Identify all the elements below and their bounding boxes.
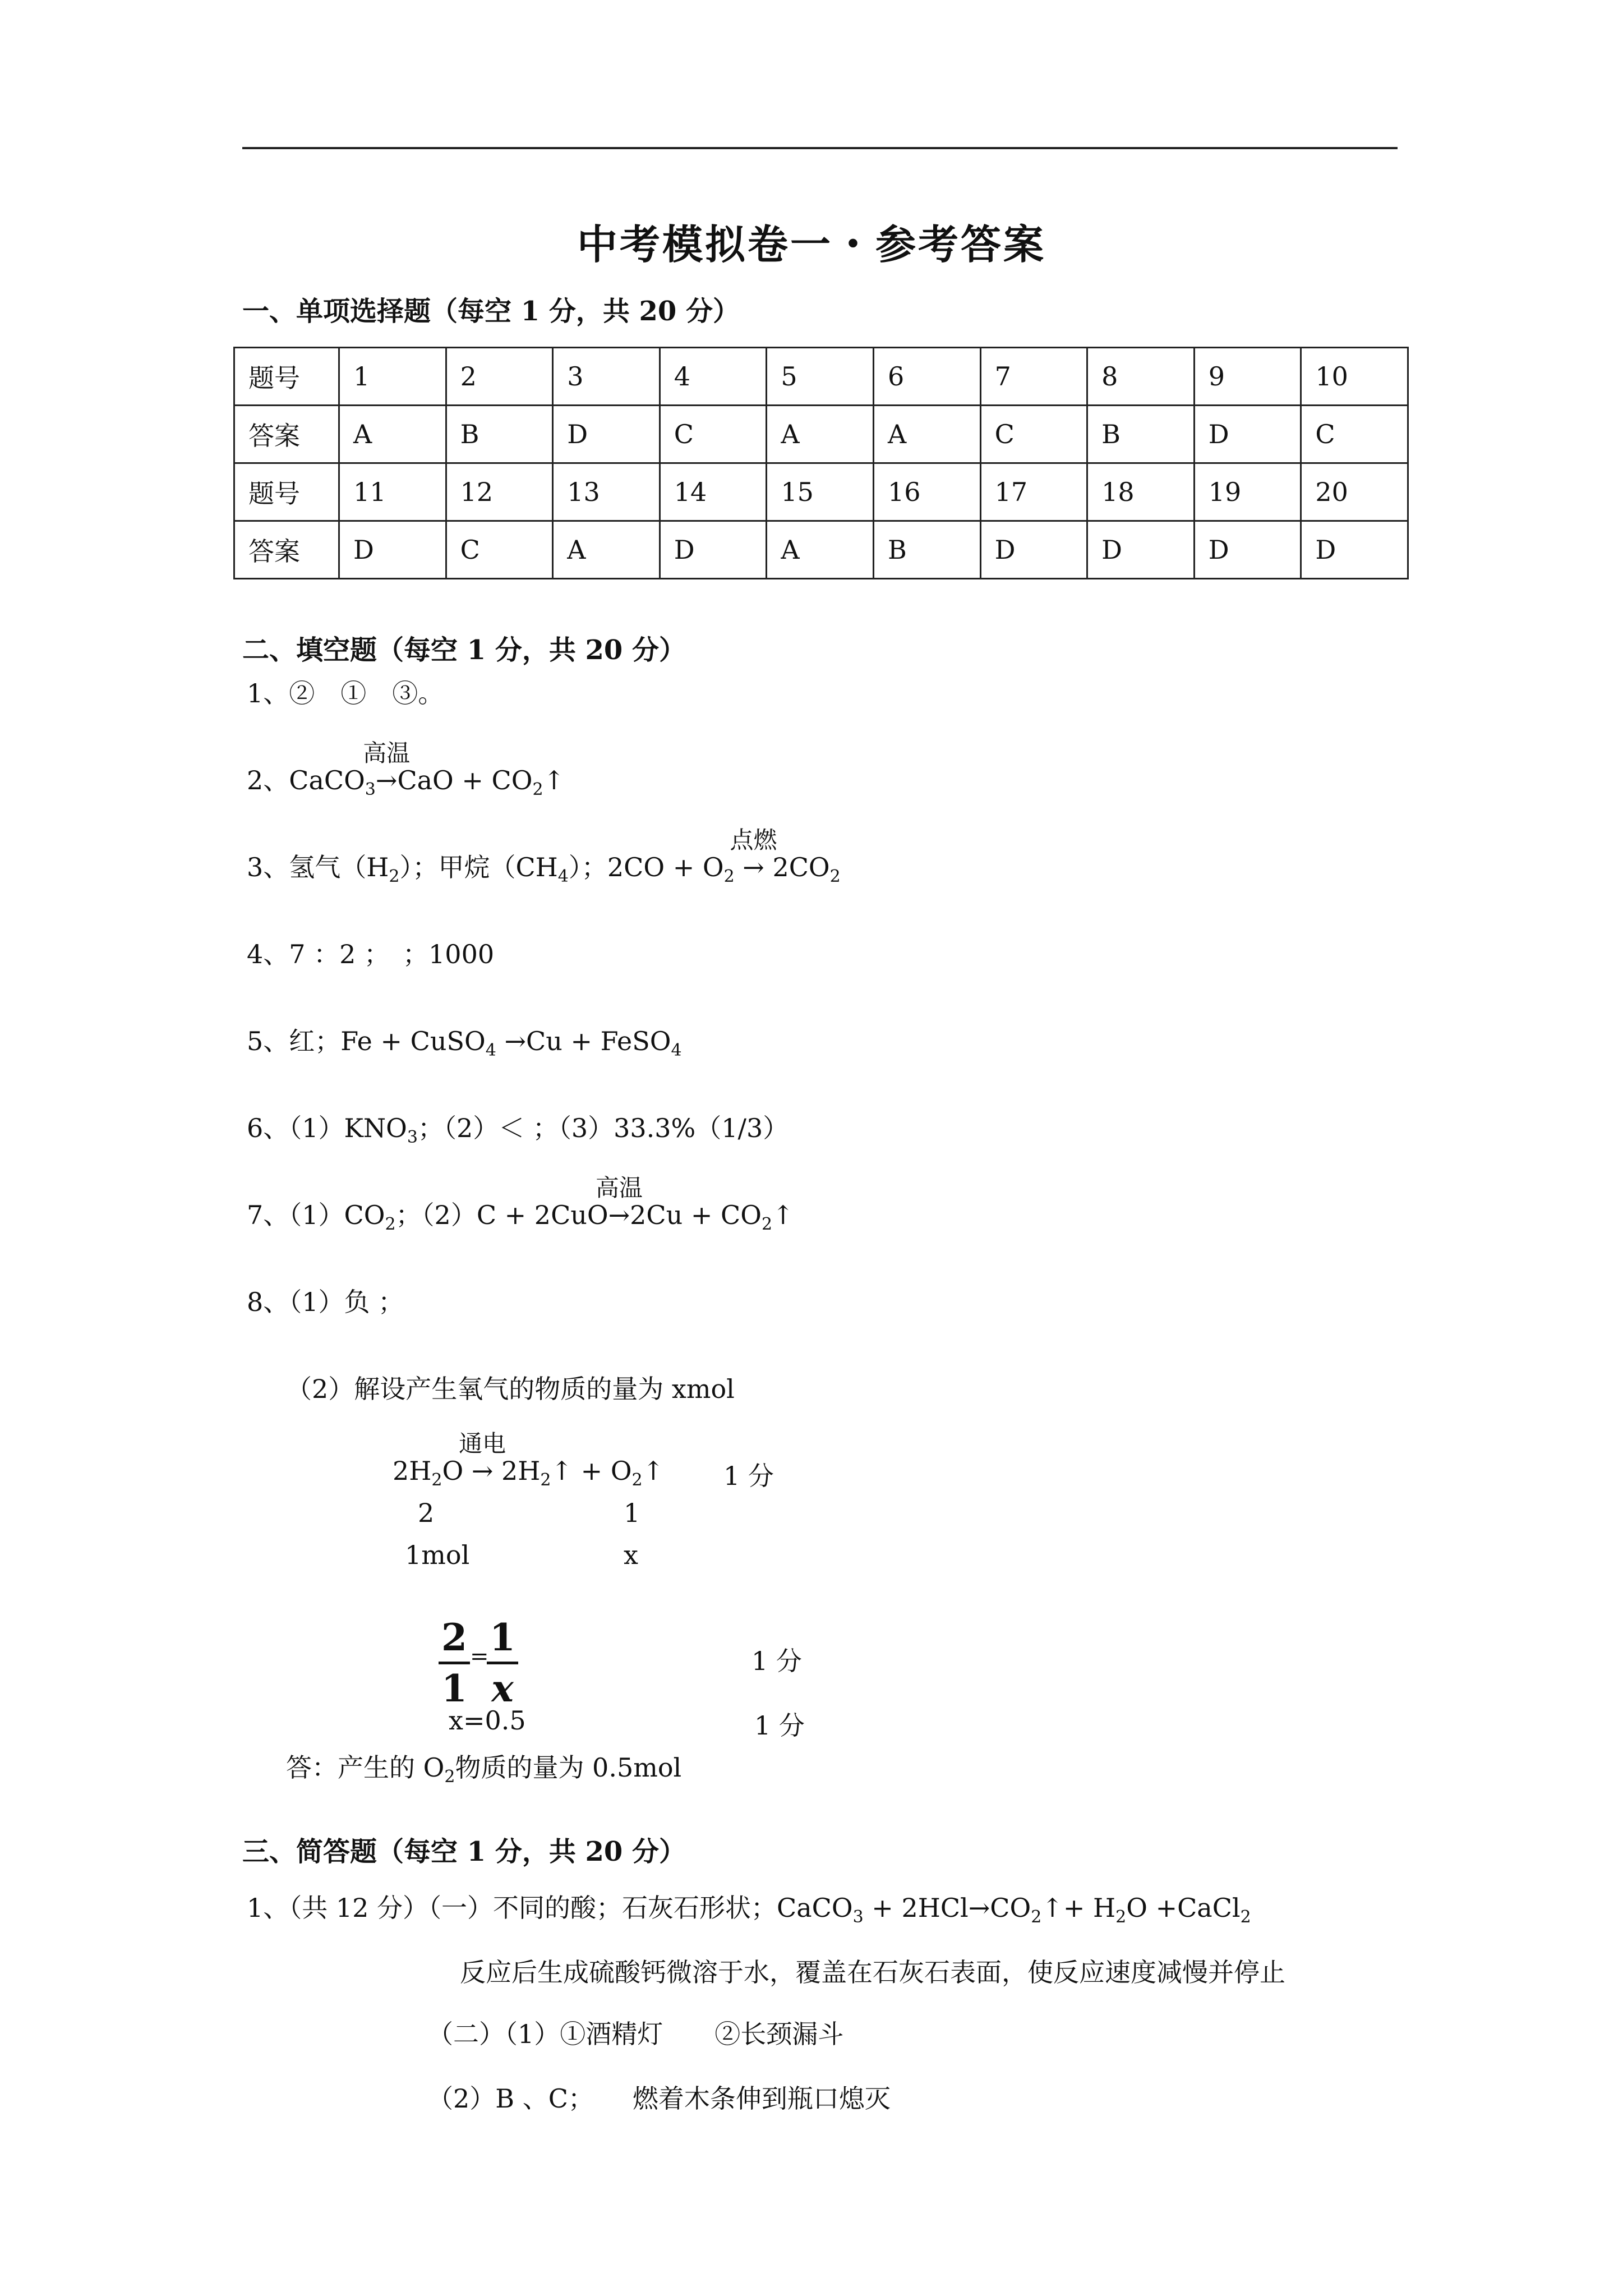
- score-label: 1 分: [723, 1461, 774, 1491]
- section-1-heading: 一、单项选择题（每空 1 分，共 20 分）: [242, 296, 740, 327]
- table-cell: 9: [1194, 348, 1301, 406]
- table-cell: C: [660, 406, 767, 463]
- reaction-condition: 点燃: [730, 826, 777, 854]
- table-cell: D: [1194, 521, 1301, 579]
- table-cell: 11: [339, 463, 446, 521]
- table-cell: D: [1087, 521, 1195, 579]
- row-label: 题号: [234, 463, 339, 521]
- fill-q6: 6、$(1)KNO_3$；（2）＜ ；（3）33.3%（1/3）: [247, 1113, 789, 1147]
- fill-q8-part1: 8、（1）负 ；: [247, 1287, 404, 1317]
- table-cell: A: [767, 406, 874, 463]
- reaction-condition: 高温: [595, 1174, 643, 1202]
- answer-table: [233, 347, 1409, 579]
- fill-q8-part2: （2）解设产生氧气的物质的量为 xmol: [286, 1374, 735, 1404]
- table-cell: D: [1301, 521, 1408, 579]
- table-cell: A: [873, 406, 980, 463]
- final-answer: 答：产生的 $O_2$物质的量为 0.5mol: [286, 1752, 682, 1787]
- table-cell: D: [660, 521, 767, 579]
- score-label: 1 分: [754, 1710, 805, 1741]
- table-cell: 4: [660, 348, 767, 406]
- fill-q3: 3、氢气$(H_2)$；甲烷$(CH_4)$；$2CO + O_2$ 点燃 → $2CO_2$: [247, 847, 841, 886]
- table-cell: 10: [1301, 348, 1408, 406]
- table-cell: A: [553, 521, 660, 579]
- table-cell: A: [339, 406, 446, 463]
- table-cell: 3: [553, 348, 660, 406]
- fill-q2: 2、CaCO$_3$ 高温 $\to CaO + CO_2↑$: [247, 760, 565, 799]
- table-cell: B: [446, 406, 553, 463]
- table-cell: A: [767, 521, 874, 579]
- table-cell: C: [1301, 406, 1408, 463]
- table-cell: 13: [553, 463, 660, 521]
- table-cell: C: [980, 406, 1087, 463]
- table-cell: 6: [873, 348, 980, 406]
- fraction-left: 2 1: [439, 1616, 470, 1710]
- score-label: 1 分: [751, 1646, 802, 1676]
- table-cell: D: [553, 406, 660, 463]
- short-answer-q1-explanation: 反应后生成硫酸钙微溶于水，覆盖在石灰石表面，使反应速度减慢并停止: [460, 1957, 1285, 1987]
- table-cell: B: [1087, 406, 1195, 463]
- table-cell: 14: [660, 463, 767, 521]
- electrolysis-equation: $2H_2O$ 通电 → $2H_2↑$ + $O_2↑$: [393, 1456, 664, 1490]
- table-cell: 7: [980, 348, 1087, 406]
- table-cell: 16: [873, 463, 980, 521]
- table-cell: 19: [1194, 463, 1301, 521]
- table-cell: 12: [446, 463, 553, 521]
- answer-table-row: [234, 348, 1408, 406]
- answer-table-row: [234, 463, 1408, 521]
- table-cell: D: [980, 521, 1087, 579]
- table-cell: 20: [1301, 463, 1408, 521]
- short-answer-q1: 1、（共 12 分）（一）不同的酸；石灰石形状；CaCO$_3$ + $2HCl\to CO_2↑+ H_2O$ +CaCl$_2$: [247, 1893, 1251, 1927]
- page-title: 中考模拟卷一・参考答案: [577, 220, 1046, 268]
- table-cell: 17: [980, 463, 1087, 521]
- table-cell: B: [873, 521, 980, 579]
- table-cell: 1: [339, 348, 446, 406]
- table-cell: D: [339, 521, 446, 579]
- answer-table-row: [234, 406, 1408, 463]
- fraction-right: 1 x: [487, 1616, 518, 1710]
- row-label: 答案: [234, 406, 339, 463]
- reaction-condition: 高温: [363, 739, 411, 767]
- table-cell: C: [446, 521, 553, 579]
- short-answer-q1-part2-1: （二）（1）①酒精灯 ②长颈漏斗: [427, 2019, 844, 2049]
- fill-q4: 4、7 ：2 ； ；1000: [247, 939, 495, 969]
- mol-left: 1mol: [405, 1540, 470, 1570]
- coefficient-right: 1: [624, 1498, 640, 1528]
- short-answer-q1-part2-2: （2）B 、C； 燃着木条伸到瓶口熄灭: [427, 2083, 891, 2114]
- row-label: 答案: [234, 521, 339, 579]
- section-2-heading: 二、填空题（每空 1 分，共 20 分）: [242, 634, 686, 666]
- fill-q1: 1、② ① ③。: [247, 678, 444, 708]
- table-cell: 18: [1087, 463, 1195, 521]
- top-rule: [242, 147, 1398, 149]
- equals-sign: =: [470, 1644, 489, 1669]
- result-value: x=0.5: [449, 1705, 526, 1736]
- answer-table-row: [234, 521, 1408, 579]
- reaction-condition: 通电: [459, 1430, 506, 1457]
- table-cell: 5: [767, 348, 874, 406]
- table-cell: 8: [1087, 348, 1195, 406]
- fill-q7: 7、$(1)CO_2$；（2）C + 2CuO 高温 $\to 2Cu + CO_2↑$: [247, 1195, 794, 1234]
- fill-q5: 5、红；Fe + CuSO$_4$ →Cu + FeSO$_4$: [247, 1026, 682, 1060]
- section-3-heading: 三、简答题（每空 1 分，共 20 分）: [242, 1836, 686, 1867]
- table-cell: D: [1194, 406, 1301, 463]
- mol-right: x: [624, 1540, 638, 1570]
- row-label: 题号: [234, 348, 339, 406]
- table-cell: 15: [767, 463, 874, 521]
- table-cell: 2: [446, 348, 553, 406]
- coefficient-left: 2: [418, 1498, 435, 1528]
